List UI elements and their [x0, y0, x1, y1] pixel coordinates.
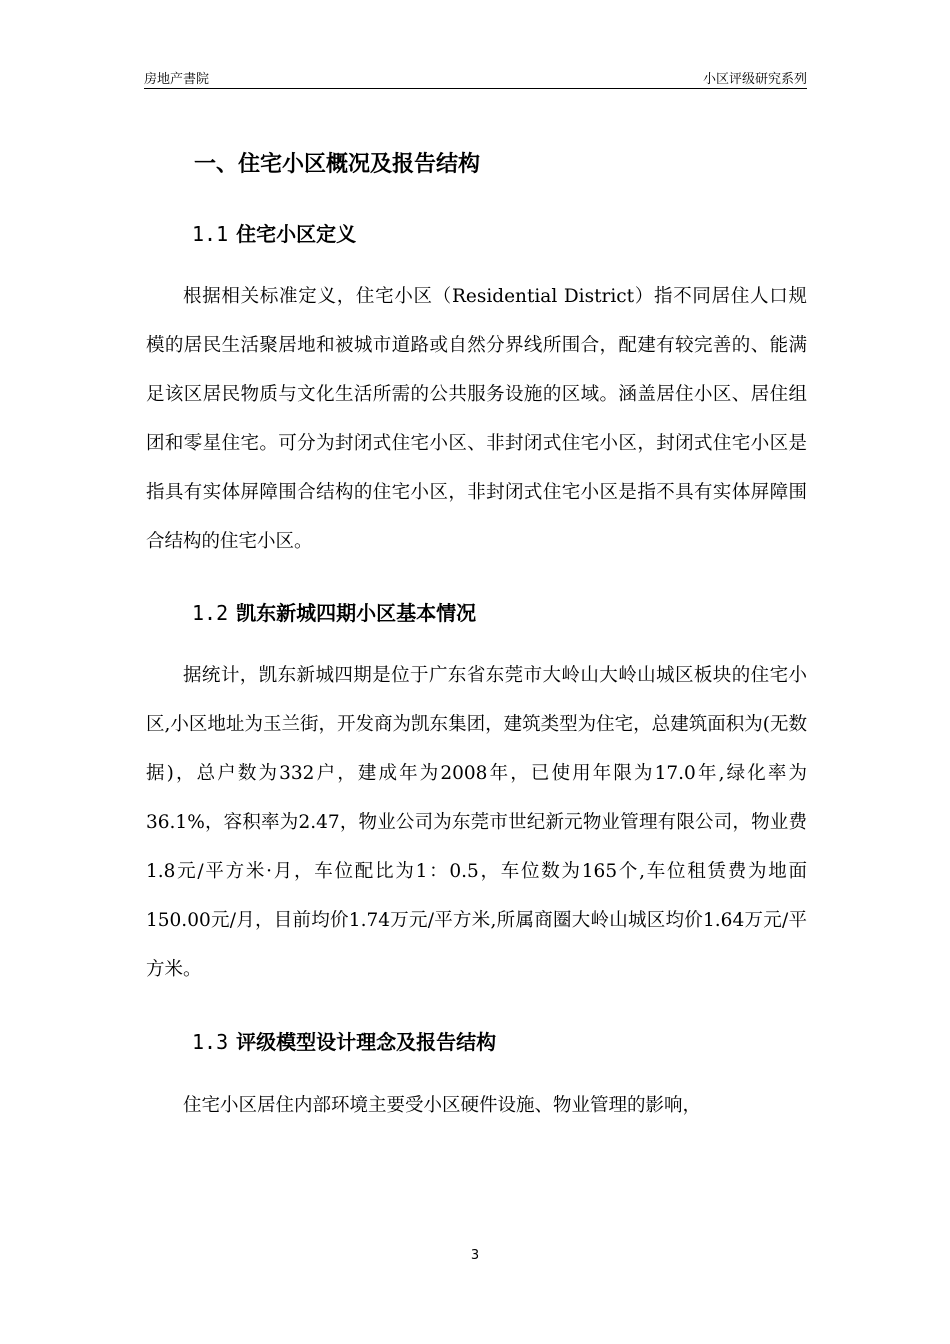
page-number: 3 [470, 1248, 480, 1263]
section-paragraph-1-3: 住宅小区居住内部环境主要受小区硬件设施、物业管理的影响， [183, 1095, 702, 1116]
section-title: 住宅小区定义 [236, 222, 357, 246]
section-number: 1.2 [192, 601, 229, 625]
section-number: 1.1 [192, 222, 229, 246]
section-heading-1-2 [192, 581, 807, 645]
section-heading-1-1 [192, 202, 807, 266]
section-title: 凯东新城四期小区基本情况 [236, 601, 477, 625]
section-paragraph-1-1: 根据相关标准定义，住宅小区（Residential District）指不同居住人口规模的居民生活聚居地和被城市道路或自然分界线所围合，配建有较完善的、能满足该区居民物质与文化生活所需的公共服务设施的区域。涵盖居住小区、居住组团和零星住宅。可分为封闭式住宅小区、非封闭式住宅小区，封闭式住宅小区是指具有实体屏障围合结构的住宅小区，非封闭式住宅小区是指不具有实体屏障围合结构的住宅小区。 [146, 286, 807, 552]
header-right-label: 小区评级研究系列 [702, 72, 807, 87]
section-paragraph-1-2: 据统计，凯东新城四期是位于广东省东莞市大岭山大岭山城区板块的住宅小区,小区地址为玉兰街，开发商为凯东集团，建筑类型为住宅，总建筑面积为(无数据)，总户数为332户，建成年为2008年，已使用年限为17.0年,绿化率为36.1%，容积率为2.47，物业公司为东莞市世纪新元物业管理有限公司，物业费1.8元/平方米·月，车位配比为1：0.5，车位数为165个,车位租赁费为地面150.00元/月，目前均价1.74万元/平方米,所属商圈大岭山城区均价1.64万元/平方米。 [146, 665, 807, 980]
document-body [146, 140, 807, 1130]
section-title: 评级模型设计理念及报告结构 [236, 1030, 497, 1054]
chapter-heading: 一、住宅小区概况及报告结构 [194, 152, 481, 177]
page-header [144, 66, 807, 89]
section-heading-1-3 [192, 1010, 807, 1074]
section-number: 1.3 [192, 1030, 229, 1054]
header-left-label: 房地产書院 [144, 72, 210, 87]
